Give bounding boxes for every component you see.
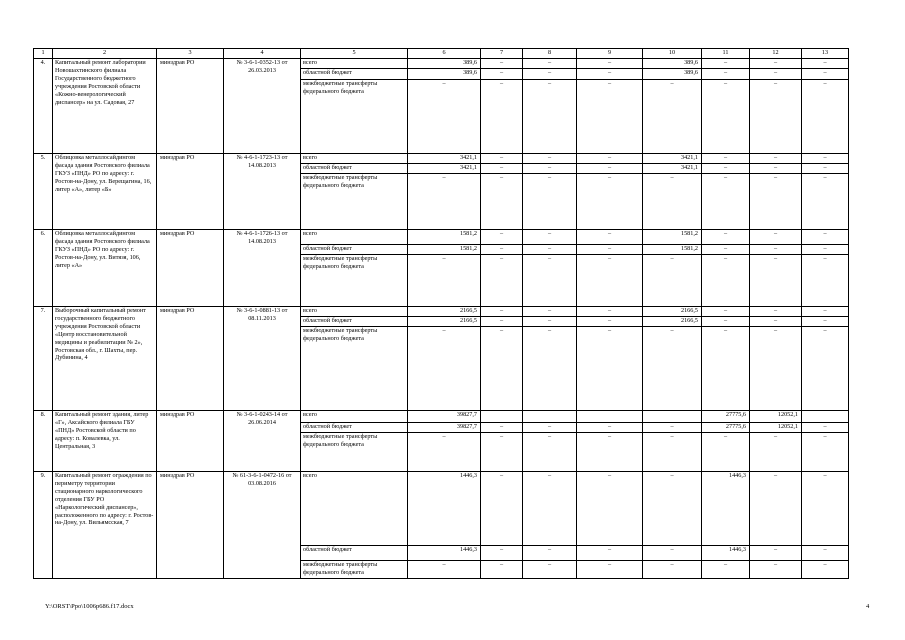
value-cell: – <box>643 561 702 579</box>
value-cell: – <box>750 433 802 472</box>
value-cell: – <box>643 327 702 411</box>
value-cell: – <box>750 174 802 230</box>
funding-source: всего <box>301 59 408 69</box>
value-cell: – <box>523 59 577 69</box>
value-cell: – <box>523 69 577 80</box>
value-cell: – <box>577 245 643 255</box>
budget-table <box>33 48 849 579</box>
value-cell: – <box>577 546 643 561</box>
value-cell <box>802 411 849 423</box>
value-cell: 1446,3 <box>702 546 750 561</box>
value-cell: 2166,5 <box>408 317 481 327</box>
value-cell: – <box>802 59 849 69</box>
object-name: Капитальный ремонт лаборатории Новошахтинского филиала Государственного бюджетного учреждения Ростовской области «Кожно-венерологический диспансер» на ул. Садовая, 27 <box>53 59 157 154</box>
value-cell: – <box>802 255 849 307</box>
value-cell: – <box>577 69 643 80</box>
document-ref: № 4-6-1-1726-13 от 14.08.2013 <box>224 230 301 307</box>
value-cell: – <box>577 164 643 174</box>
funding-source: межбюджетные трансферты федерального бюджета <box>301 561 408 579</box>
value-cell: – <box>408 255 481 307</box>
value-cell: – <box>802 423 849 433</box>
value-cell: – <box>523 546 577 561</box>
value-cell: – <box>802 546 849 561</box>
value-cell: – <box>702 174 750 230</box>
value-cell: – <box>702 164 750 174</box>
value-cell: – <box>577 433 643 472</box>
funding-source: всего <box>301 411 408 423</box>
value-cell: – <box>750 317 802 327</box>
value-cell: – <box>802 317 849 327</box>
value-cell: – <box>750 561 802 579</box>
document-ref: № 3-6-1-0243-14 от 26.06.2014 <box>224 411 301 472</box>
value-cell: 1446,3 <box>408 546 481 561</box>
value-cell: – <box>643 546 702 561</box>
value-cell: 1581,2 <box>643 245 702 255</box>
value-cell: – <box>750 154 802 164</box>
value-cell: – <box>802 245 849 255</box>
value-cell: – <box>481 154 523 164</box>
value-cell: – <box>750 164 802 174</box>
value-cell <box>643 411 702 423</box>
value-cell: 39827,7 <box>408 423 481 433</box>
column-number: 5 <box>301 49 408 59</box>
department: минздрав РО <box>157 472 224 579</box>
column-number-row <box>34 49 849 59</box>
value-cell: 2166,5 <box>643 307 702 317</box>
value-cell: 1581,2 <box>408 245 481 255</box>
value-cell: – <box>523 307 577 317</box>
value-cell: – <box>702 307 750 317</box>
value-cell: – <box>702 230 750 245</box>
value-cell: – <box>750 69 802 80</box>
value-cell: – <box>643 423 702 433</box>
value-cell: – <box>523 154 577 164</box>
value-cell: – <box>750 80 802 154</box>
value-cell: – <box>408 80 481 154</box>
funding-source: всего <box>301 154 408 164</box>
department: минздрав РО <box>157 411 224 472</box>
value-cell: 12052,1 <box>750 411 802 423</box>
row-number: 4. <box>34 59 53 154</box>
value-cell: – <box>802 230 849 245</box>
value-cell: – <box>408 174 481 230</box>
funding-source: межбюджетные трансферты федерального бюджета <box>301 255 408 307</box>
value-cell <box>577 411 643 423</box>
value-cell: – <box>750 307 802 317</box>
value-cell: – <box>643 433 702 472</box>
object-name: Капитальный ремонт ограждения по периметру территории стационарного наркологического отделения ГБУ РО «Наркологический диспансер», расположенного по адресу: г. Ростов-на-Дону, ул. Вильямсская, 7 <box>53 472 157 579</box>
column-number: 6 <box>408 49 481 59</box>
value-cell: – <box>481 245 523 255</box>
object-name: Капитальный ремонт здания, литер «Г», Аксайского филиала ГБУ «ПНД» Ростовской области по адресу: п. Ковалевка, ул. Центральная, 3 <box>53 411 157 472</box>
department: минздрав РО <box>157 230 224 307</box>
value-cell: – <box>702 561 750 579</box>
value-cell: – <box>802 561 849 579</box>
row-number: 5. <box>34 154 53 230</box>
value-cell: – <box>802 154 849 164</box>
value-cell: – <box>750 59 802 69</box>
value-cell: – <box>702 255 750 307</box>
row-number: 6. <box>34 230 53 307</box>
department: минздрав РО <box>157 307 224 411</box>
value-cell: – <box>481 317 523 327</box>
value-cell: – <box>577 154 643 164</box>
column-number: 2 <box>53 49 157 59</box>
value-cell: 39827,7 <box>408 411 481 423</box>
value-cell: – <box>481 69 523 80</box>
value-cell: – <box>577 80 643 154</box>
object-name: Выборочный капитальный ремонт государственного бюджетного учреждения Ростовской области «Центр восстановительной медицины и реабилитации № 2», Ростовская обл., г. Шахты, пер. Дубинина, 4 <box>53 307 157 411</box>
value-cell: – <box>702 80 750 154</box>
value-cell: – <box>750 327 802 411</box>
value-cell: – <box>481 546 523 561</box>
funding-source: всего <box>301 230 408 245</box>
column-number: 11 <box>702 49 750 59</box>
value-cell: – <box>523 561 577 579</box>
value-cell: 3421,1 <box>643 154 702 164</box>
value-cell: – <box>802 164 849 174</box>
value-cell: – <box>802 69 849 80</box>
value-cell: 3421,1 <box>408 154 481 164</box>
value-cell: – <box>750 546 802 561</box>
column-number: 3 <box>157 49 224 59</box>
value-cell: – <box>481 59 523 69</box>
value-cell: – <box>702 317 750 327</box>
value-cell: – <box>408 561 481 579</box>
funding-source: областной бюджет <box>301 317 408 327</box>
value-cell: – <box>481 472 523 546</box>
funding-source: областной бюджет <box>301 423 408 433</box>
value-cell: 27775,6 <box>702 411 750 423</box>
value-cell: 12052,1 <box>750 423 802 433</box>
funding-source: межбюджетные трансферты федерального бюджета <box>301 327 408 411</box>
value-cell: – <box>702 245 750 255</box>
value-cell: – <box>523 433 577 472</box>
value-cell: – <box>577 59 643 69</box>
table-row <box>34 154 849 164</box>
value-cell: – <box>702 154 750 164</box>
value-cell: 2166,5 <box>643 317 702 327</box>
value-cell: – <box>802 433 849 472</box>
funding-source: областной бюджет <box>301 546 408 561</box>
column-number: 8 <box>523 49 577 59</box>
column-number: 12 <box>750 49 802 59</box>
value-cell: – <box>577 317 643 327</box>
funding-source: областной бюджет <box>301 69 408 80</box>
column-number: 4 <box>224 49 301 59</box>
object-name: Облицовка металлосайдингом фасада здания Ростовского филиала ГКУЗ «ПНД» РО по адресу: г. Ростов-на-Дону, ул. Верещагина, 16, литер «А», литер «Б» <box>53 154 157 230</box>
value-cell: – <box>481 230 523 245</box>
value-cell: – <box>577 255 643 307</box>
page-number: 4 <box>866 603 870 610</box>
value-cell: 1581,2 <box>643 230 702 245</box>
value-cell: – <box>702 433 750 472</box>
funding-source: межбюджетные трансферты федерального бюджета <box>301 433 408 472</box>
value-cell: 389,6 <box>643 69 702 80</box>
department: минздрав РО <box>157 154 224 230</box>
funding-source: всего <box>301 307 408 317</box>
table-row <box>34 472 849 546</box>
value-cell: – <box>523 230 577 245</box>
value-cell: – <box>702 69 750 80</box>
value-cell: – <box>523 174 577 230</box>
value-cell: – <box>577 472 643 546</box>
column-number: 13 <box>802 49 849 59</box>
value-cell: – <box>643 255 702 307</box>
value-cell: – <box>577 561 643 579</box>
table-row <box>34 230 849 245</box>
funding-source: всего <box>301 472 408 546</box>
value-cell: 3421,1 <box>408 164 481 174</box>
value-cell: – <box>750 245 802 255</box>
value-cell: – <box>523 80 577 154</box>
value-cell: – <box>750 255 802 307</box>
value-cell: – <box>750 230 802 245</box>
value-cell: 1446,3 <box>408 472 481 546</box>
value-cell: – <box>481 327 523 411</box>
value-cell: – <box>481 307 523 317</box>
funding-source: межбюджетные трансферты федерального бюджета <box>301 80 408 154</box>
value-cell: – <box>523 245 577 255</box>
value-cell: – <box>702 327 750 411</box>
value-cell: 389,6 <box>643 59 702 69</box>
funding-source: областной бюджет <box>301 245 408 255</box>
value-cell: – <box>408 327 481 411</box>
column-number: 9 <box>577 49 643 59</box>
value-cell: – <box>523 472 577 546</box>
column-number: 1 <box>34 49 53 59</box>
value-cell: – <box>577 174 643 230</box>
value-cell: – <box>523 255 577 307</box>
value-cell: – <box>643 80 702 154</box>
document-ref: № 61-3-6-1-0472-16 от 03.08.2016 <box>224 472 301 579</box>
object-name: Облицовка металлосайдингом фасада здания Ростовского филиала ГКУЗ «ПНД» РО по адресу: г. Ростов-на-Дону, ул. Витязя, 106, литер «А» <box>53 230 157 307</box>
value-cell: – <box>523 423 577 433</box>
row-number: 7. <box>34 307 53 411</box>
row-number: 9. <box>34 472 53 579</box>
document-ref: № 3-6-1-0881-13 от 08.11.2013 <box>224 307 301 411</box>
column-number: 7 <box>481 49 523 59</box>
value-cell: – <box>802 307 849 317</box>
value-cell: – <box>577 423 643 433</box>
value-cell: – <box>481 80 523 154</box>
table-row <box>34 411 849 423</box>
table-body <box>34 49 849 579</box>
funding-source: областной бюджет <box>301 164 408 174</box>
value-cell: – <box>643 174 702 230</box>
table-row <box>34 307 849 317</box>
value-cell: – <box>481 561 523 579</box>
document-ref: № 3-6-1-0352-13 от 26.03.2013 <box>224 59 301 154</box>
funding-source: межбюджетные трансферты федерального бюджета <box>301 174 408 230</box>
value-cell: – <box>481 164 523 174</box>
value-cell: 389,6 <box>408 59 481 69</box>
value-cell: – <box>577 327 643 411</box>
value-cell: – <box>802 174 849 230</box>
value-cell: – <box>523 327 577 411</box>
value-cell: – <box>750 472 802 546</box>
value-cell: 1446,3 <box>702 472 750 546</box>
value-cell: – <box>481 174 523 230</box>
value-cell: – <box>523 164 577 174</box>
value-cell: 389,6 <box>408 69 481 80</box>
value-cell: – <box>481 255 523 307</box>
value-cell <box>523 411 577 423</box>
value-cell: – <box>408 433 481 472</box>
value-cell: 3421,1 <box>643 164 702 174</box>
column-number: 10 <box>643 49 702 59</box>
value-cell: – <box>702 59 750 69</box>
value-cell: – <box>577 230 643 245</box>
row-number: 8. <box>34 411 53 472</box>
value-cell: 1581,2 <box>408 230 481 245</box>
value-cell: – <box>481 433 523 472</box>
value-cell: 2166,5 <box>408 307 481 317</box>
department: минздрав РО <box>157 59 224 154</box>
file-path: Y:\ORST\Ppo\1006p686.f17.docx <box>45 603 134 610</box>
value-cell: – <box>802 327 849 411</box>
value-cell: – <box>643 472 702 546</box>
value-cell: – <box>802 472 849 546</box>
value-cell: 27775,6 <box>702 423 750 433</box>
value-cell: – <box>802 80 849 154</box>
value-cell: – <box>481 423 523 433</box>
value-cell: – <box>577 307 643 317</box>
document-ref: № 4-6-1-1723-13 от 14.08.2013 <box>224 154 301 230</box>
value-cell: – <box>523 317 577 327</box>
value-cell <box>481 411 523 423</box>
table-row <box>34 59 849 69</box>
